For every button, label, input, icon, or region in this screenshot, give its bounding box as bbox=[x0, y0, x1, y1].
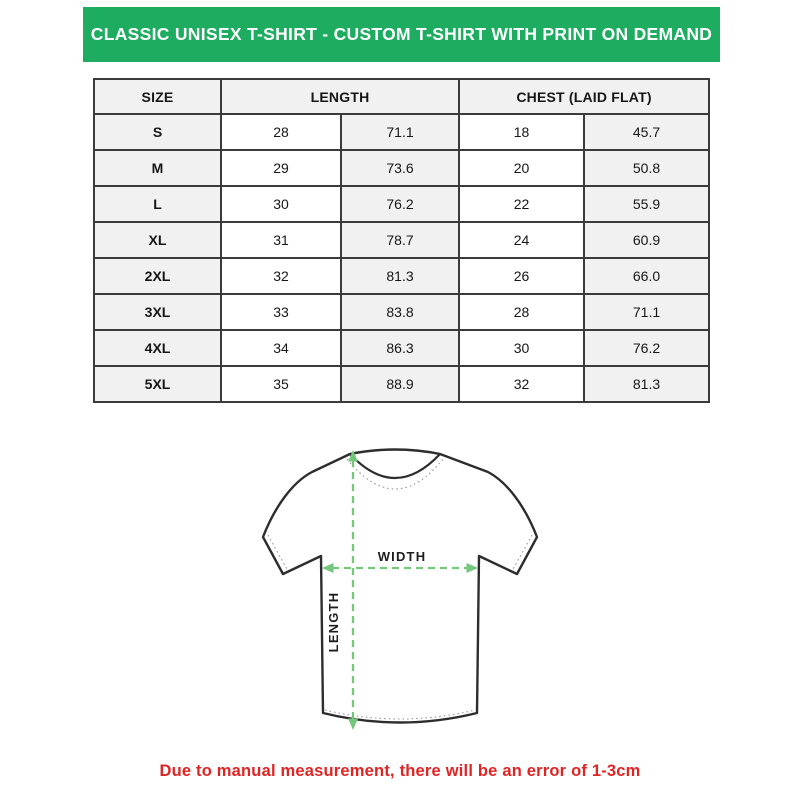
table-row bbox=[94, 366, 709, 402]
length-in-cell: 29 bbox=[221, 150, 341, 186]
length-cm-cell: 76.2 bbox=[341, 186, 459, 222]
length-cm-cell: 73.6 bbox=[341, 150, 459, 186]
table-row bbox=[94, 114, 709, 150]
length-in-cell: 34 bbox=[221, 330, 341, 366]
chest-cm-cell: 50.8 bbox=[584, 150, 709, 186]
chest-cm-cell: 66.0 bbox=[584, 258, 709, 294]
chest-in-cell: 24 bbox=[459, 222, 584, 258]
size-cell: XL bbox=[94, 222, 221, 258]
chest-cm-cell: 55.9 bbox=[584, 186, 709, 222]
length-in-cell: 35 bbox=[221, 366, 341, 402]
size-cell: 4XL bbox=[94, 330, 221, 366]
width-label: WIDTH bbox=[377, 549, 427, 564]
length-label: LENGTH bbox=[326, 591, 341, 653]
table-row bbox=[94, 222, 709, 258]
product-title-banner bbox=[83, 7, 720, 62]
length-in-cell: 31 bbox=[221, 222, 341, 258]
size-cell: M bbox=[94, 150, 221, 186]
tshirt-outline bbox=[263, 450, 537, 723]
column-header-length: LENGTH bbox=[221, 79, 459, 114]
column-header-chest: CHEST (LAID FLAT) bbox=[459, 79, 709, 114]
chest-cm-cell: 71.1 bbox=[584, 294, 709, 330]
chest-in-cell: 30 bbox=[459, 330, 584, 366]
chest-in-cell: 26 bbox=[459, 258, 584, 294]
size-cell: 3XL bbox=[94, 294, 221, 330]
length-cm-cell: 86.3 bbox=[341, 330, 459, 366]
chest-cm-cell: 45.7 bbox=[584, 114, 709, 150]
chest-in-cell: 20 bbox=[459, 150, 584, 186]
chest-in-cell: 22 bbox=[459, 186, 584, 222]
length-arrow-bottom-head-icon bbox=[348, 719, 358, 731]
table-row bbox=[94, 258, 709, 294]
table-row bbox=[94, 186, 709, 222]
chest-cm-cell: 60.9 bbox=[584, 222, 709, 258]
chest-in-cell: 28 bbox=[459, 294, 584, 330]
chest-in-cell: 18 bbox=[459, 114, 584, 150]
column-header-size: SIZE bbox=[94, 79, 221, 114]
length-in-cell: 28 bbox=[221, 114, 341, 150]
tshirt-diagram-svg bbox=[255, 445, 545, 737]
size-cell: 5XL bbox=[94, 366, 221, 402]
length-cm-cell: 78.7 bbox=[341, 222, 459, 258]
length-in-cell: 33 bbox=[221, 294, 341, 330]
length-cm-cell: 71.1 bbox=[341, 114, 459, 150]
length-in-cell: 32 bbox=[221, 258, 341, 294]
size-cell: 2XL bbox=[94, 258, 221, 294]
size-cell: S bbox=[94, 114, 221, 150]
length-cm-cell: 81.3 bbox=[341, 258, 459, 294]
chest-cm-cell: 81.3 bbox=[584, 366, 709, 402]
tshirt-measurement-diagram bbox=[255, 445, 545, 737]
size-cell: L bbox=[94, 186, 221, 222]
table-row bbox=[94, 150, 709, 186]
length-cm-cell: 83.8 bbox=[341, 294, 459, 330]
size-chart-table bbox=[93, 78, 710, 403]
table-row bbox=[94, 294, 709, 330]
length-in-cell: 30 bbox=[221, 186, 341, 222]
chest-cm-cell: 76.2 bbox=[584, 330, 709, 366]
table-row bbox=[94, 330, 709, 366]
page-title: CLASSIC UNISEX T-SHIRT - CUSTOM T-SHIRT WITH PRINT ON DEMAND bbox=[90, 24, 713, 44]
measurement-error-note: Due to manual measurement, there will be an error of 1-3cm bbox=[159, 762, 641, 780]
chest-in-cell: 32 bbox=[459, 366, 584, 402]
length-cm-cell: 88.9 bbox=[341, 366, 459, 402]
table-header-row bbox=[94, 79, 709, 114]
